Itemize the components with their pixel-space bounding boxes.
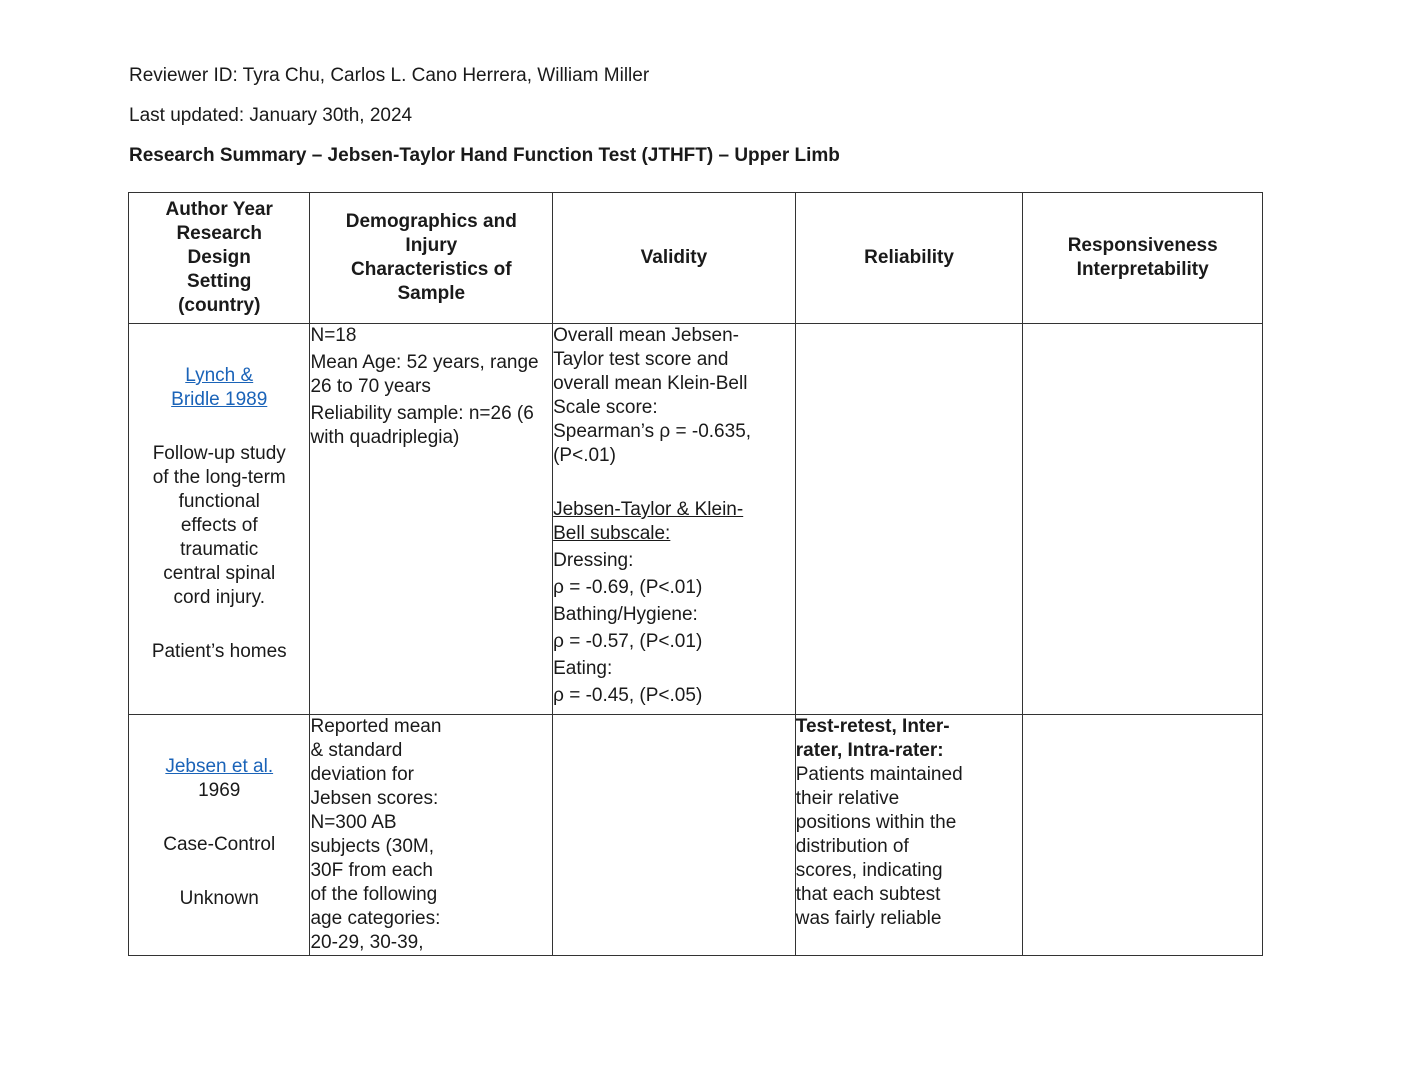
header-author-line: Research	[176, 223, 263, 244]
validity-cell	[553, 715, 796, 956]
research-summary-table	[128, 192, 1263, 956]
reliability-line: distribution of	[795, 836, 909, 857]
header-responsiveness-line: Responsiveness	[1067, 235, 1218, 256]
design-line: traumatic	[180, 539, 259, 560]
design-line: functional	[178, 491, 260, 512]
study-link-lynch-bridle[interactable]	[129, 364, 309, 412]
demographics-line: Reliability sample: n=26 (6 with quadriplegia)	[310, 403, 534, 448]
last-updated-line: Last updated: January 30th, 2024	[129, 105, 413, 126]
demographics-line: Mean Age: 52 years, range 26 to 70 years	[310, 352, 539, 397]
table-header-row	[129, 193, 1263, 324]
table-row	[129, 715, 1263, 956]
page-title: Research Summary – Jebsen-Taylor Hand Function Test (JTHFT) – Upper Limb	[129, 145, 840, 166]
validity-item-value: ρ = -0.69, (P<.01)	[553, 577, 703, 598]
validity-item-label: Bathing/Hygiene:	[553, 604, 698, 625]
validity-item-value: ρ = -0.57, (P<.01)	[553, 631, 703, 652]
reliability-line: Patients maintained	[795, 764, 963, 785]
design-line: cord injury.	[173, 587, 265, 608]
demographics-line: Jebsen scores:	[310, 788, 439, 809]
demographics-line: N=18	[310, 325, 357, 346]
demographics-line: of the following	[310, 884, 438, 905]
study-link-line: Bridle 1989	[171, 389, 268, 410]
validity-line: Scale score:	[553, 397, 658, 418]
reliability-line: their relative	[795, 788, 900, 809]
validity-line: overall mean Klein-Bell	[553, 373, 748, 394]
header-reliability	[795, 193, 1023, 324]
validity-line: Taylor test score and	[553, 349, 729, 370]
validity-cell	[553, 324, 796, 715]
author-cell	[129, 715, 310, 956]
header-responsiveness-line: Interpretability	[1076, 259, 1209, 280]
design-line: Case-Control	[163, 834, 276, 855]
demographics-line: subjects (30M,	[310, 836, 435, 857]
responsiveness-cell	[1023, 715, 1263, 956]
design-line: central spinal	[163, 563, 276, 584]
study-link-jebsen[interactable]: Jebsen et al.	[165, 756, 274, 777]
header-demographics-line: Demographics and	[345, 211, 517, 232]
reliability-line: positions within the	[795, 812, 957, 833]
demographics-line: age categories:	[310, 908, 441, 929]
reliability-heading: Test-retest, Inter-	[795, 716, 950, 737]
header-validity	[553, 193, 796, 324]
validity-subheading: Bell subscale:	[553, 523, 671, 544]
header-demographics-line: Sample	[397, 283, 466, 304]
header-demographics	[310, 193, 553, 324]
header-responsiveness	[1023, 193, 1263, 324]
responsiveness-cell	[1023, 324, 1263, 715]
demographics-line: 20-29, 30-39,	[310, 932, 424, 953]
validity-subheading: Jebsen-Taylor & Klein-	[553, 499, 744, 520]
validity-item-value: ρ = -0.45, (P<.05)	[553, 685, 703, 706]
study-link-line: Lynch &	[185, 365, 254, 386]
reviewer-line: Reviewer ID: Tyra Chu, Carlos L. Cano Herrera, William Miller	[129, 65, 650, 86]
reliability-line: scores, indicating	[795, 860, 943, 881]
reliability-line: was fairly reliable	[795, 908, 942, 929]
header-author-line: Setting	[187, 271, 252, 292]
setting-text: Patient’s homes	[151, 641, 287, 662]
demographics-cell	[310, 324, 553, 715]
design-line: effects of	[180, 515, 258, 536]
demographics-cell	[310, 715, 553, 956]
demographics-line: 30F from each	[310, 860, 433, 881]
reliability-cell	[795, 324, 1023, 715]
header-author	[129, 193, 310, 324]
demographics-line: Reported mean	[310, 716, 442, 737]
reliability-line: that each subtest	[795, 884, 941, 905]
header-demographics-line: Injury	[405, 235, 458, 256]
demographics-line: N=300 AB	[310, 812, 397, 833]
setting-text: Unknown	[179, 888, 259, 909]
demographics-line: & standard	[310, 740, 403, 761]
design-line: of the long-term	[152, 467, 286, 488]
reliability-cell	[795, 715, 1023, 956]
header-demographics-line: Characteristics of	[351, 259, 512, 280]
table-row	[129, 324, 1263, 715]
header-author-line: Author Year	[165, 199, 273, 220]
validity-line: (P<.01)	[553, 445, 616, 466]
validity-item-label: Eating:	[553, 658, 613, 679]
validity-item-label: Dressing:	[553, 550, 634, 571]
header-reliability-label: Reliability	[864, 247, 954, 268]
demographics-line: deviation for	[310, 764, 414, 785]
design-line: Follow-up study	[152, 443, 286, 464]
reliability-heading: rater, Intra-rater:	[795, 740, 944, 761]
header-author-line: (country)	[178, 295, 261, 316]
validity-line: Spearman’s ρ = -0.635,	[553, 421, 752, 442]
validity-line: Overall mean Jebsen-	[553, 325, 739, 346]
author-cell	[129, 324, 310, 715]
header-validity-label: Validity	[640, 247, 708, 268]
study-year: 1969	[198, 780, 241, 801]
header-author-line: Design	[187, 247, 251, 268]
